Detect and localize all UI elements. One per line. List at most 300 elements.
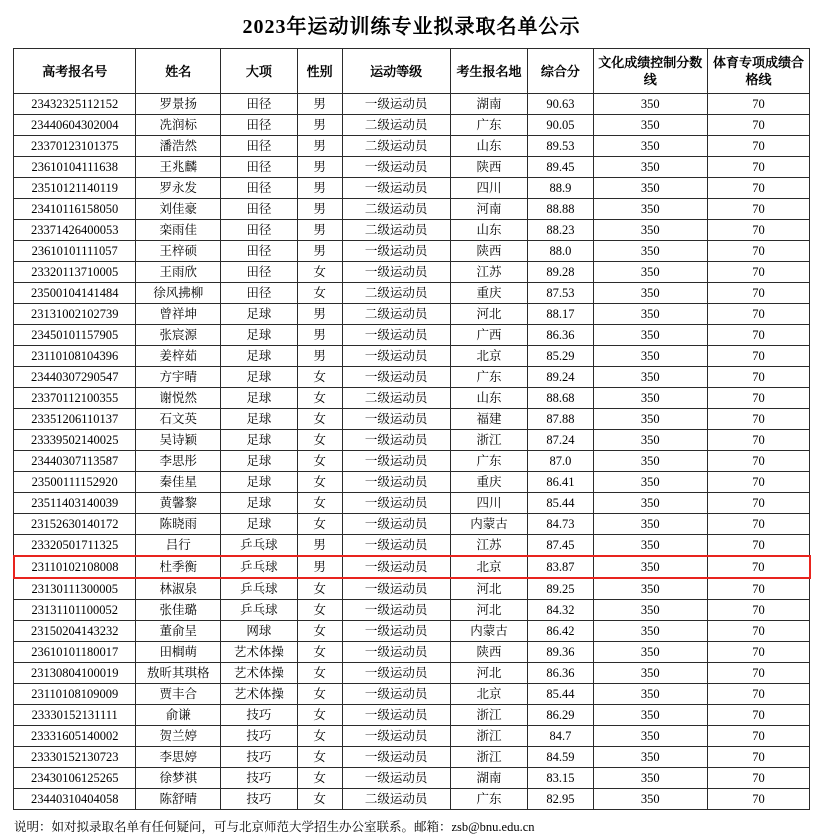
cell-athlete-grade: 二级运动员 xyxy=(342,220,450,241)
cell-culture-score-line: 350 xyxy=(593,663,707,684)
cell-event: 网球 xyxy=(221,621,298,642)
cell-name: 田榈萌 xyxy=(136,642,221,663)
cell-culture-score-line: 350 xyxy=(593,789,707,810)
cell-sports-pass-line: 70 xyxy=(707,325,809,346)
cell-gender: 男 xyxy=(297,136,342,157)
cell-culture-score-line: 350 xyxy=(593,535,707,557)
cell-sports-pass-line: 70 xyxy=(707,705,809,726)
cell-name: 贾丰合 xyxy=(136,684,221,705)
cell-culture-score-line: 350 xyxy=(593,642,707,663)
cell-athlete-grade: 一级运动员 xyxy=(342,684,450,705)
cell-gender: 女 xyxy=(297,283,342,304)
cell-sports-pass-line: 70 xyxy=(707,600,809,621)
cell-composite-score: 85.29 xyxy=(528,346,593,367)
cell-event: 乒乓球 xyxy=(221,600,298,621)
cell-exam-id: 23110108109009 xyxy=(14,684,136,705)
cell-event: 足球 xyxy=(221,409,298,430)
table-row xyxy=(14,94,810,115)
cell-exam-id: 23131002102739 xyxy=(14,304,136,325)
cell-gender: 男 xyxy=(297,199,342,220)
cell-registration-place: 江苏 xyxy=(450,535,528,557)
table-row xyxy=(14,262,810,283)
table-row xyxy=(14,199,810,220)
cell-athlete-grade: 二级运动员 xyxy=(342,136,450,157)
table-row xyxy=(14,325,810,346)
cell-athlete-grade: 一级运动员 xyxy=(342,94,450,115)
cell-composite-score: 84.32 xyxy=(528,600,593,621)
cell-gender: 女 xyxy=(297,451,342,472)
cell-athlete-grade: 一级运动员 xyxy=(342,535,450,557)
cell-sports-pass-line: 70 xyxy=(707,472,809,493)
cell-exam-id: 23371426400053 xyxy=(14,220,136,241)
cell-athlete-grade: 一级运动员 xyxy=(342,157,450,178)
cell-registration-place: 北京 xyxy=(450,684,528,705)
cell-sports-pass-line: 70 xyxy=(707,514,809,535)
cell-gender: 女 xyxy=(297,726,342,747)
cell-athlete-grade: 二级运动员 xyxy=(342,388,450,409)
cell-athlete-grade: 二级运动员 xyxy=(342,115,450,136)
cell-name: 敖昕其琪格 xyxy=(136,663,221,684)
cell-gender: 女 xyxy=(297,578,342,600)
cell-gender: 男 xyxy=(297,94,342,115)
cell-exam-id: 23330152131111 xyxy=(14,705,136,726)
cell-event: 足球 xyxy=(221,346,298,367)
cell-composite-score: 86.42 xyxy=(528,621,593,642)
table-row xyxy=(14,472,810,493)
cell-registration-place: 广西 xyxy=(450,325,528,346)
cell-composite-score: 89.36 xyxy=(528,642,593,663)
cell-athlete-grade: 一级运动员 xyxy=(342,493,450,514)
cell-event: 田径 xyxy=(221,199,298,220)
cell-registration-place: 北京 xyxy=(450,556,528,578)
cell-composite-score: 88.0 xyxy=(528,241,593,262)
cell-sports-pass-line: 70 xyxy=(707,451,809,472)
table-row xyxy=(14,642,810,663)
cell-name: 栾雨佳 xyxy=(136,220,221,241)
table-row xyxy=(14,367,810,388)
cell-composite-score: 84.7 xyxy=(528,726,593,747)
cell-gender: 女 xyxy=(297,493,342,514)
cell-athlete-grade: 一级运动员 xyxy=(342,178,450,199)
table-row xyxy=(14,514,810,535)
column-header-event: 大项 xyxy=(221,49,298,94)
page-title: 2023年运动训练专业拟录取名单公示 xyxy=(242,16,581,38)
table-row xyxy=(14,157,810,178)
column-header-composite-score: 综合分 xyxy=(528,49,593,94)
cell-composite-score: 84.73 xyxy=(528,514,593,535)
cell-athlete-grade: 一级运动员 xyxy=(342,556,450,578)
cell-sports-pass-line: 70 xyxy=(707,367,809,388)
cell-registration-place: 湖南 xyxy=(450,94,528,115)
cell-event: 足球 xyxy=(221,514,298,535)
cell-culture-score-line: 350 xyxy=(593,556,707,578)
cell-name: 徐风拂柳 xyxy=(136,283,221,304)
cell-composite-score: 89.24 xyxy=(528,367,593,388)
cell-name: 方宇晴 xyxy=(136,367,221,388)
cell-name: 张佳璐 xyxy=(136,600,221,621)
cell-athlete-grade: 一级运动员 xyxy=(342,621,450,642)
cell-composite-score: 87.0 xyxy=(528,451,593,472)
cell-event: 乒乓球 xyxy=(221,535,298,557)
cell-name: 王兆麟 xyxy=(136,157,221,178)
cell-registration-place: 四川 xyxy=(450,493,528,514)
cell-registration-place: 浙江 xyxy=(450,747,528,768)
table-row xyxy=(14,621,810,642)
cell-culture-score-line: 350 xyxy=(593,578,707,600)
table-row xyxy=(14,388,810,409)
cell-sports-pass-line: 70 xyxy=(707,262,809,283)
cell-sports-pass-line: 70 xyxy=(707,556,809,578)
cell-composite-score: 90.05 xyxy=(528,115,593,136)
cell-gender: 男 xyxy=(297,325,342,346)
cell-event: 足球 xyxy=(221,430,298,451)
cell-gender: 女 xyxy=(297,367,342,388)
cell-sports-pass-line: 70 xyxy=(707,621,809,642)
cell-gender: 女 xyxy=(297,789,342,810)
table-row xyxy=(14,115,810,136)
cell-registration-place: 河北 xyxy=(450,578,528,600)
cell-composite-score: 86.36 xyxy=(528,663,593,684)
cell-culture-score-line: 350 xyxy=(593,136,707,157)
cell-name: 罗景扬 xyxy=(136,94,221,115)
cell-sports-pass-line: 70 xyxy=(707,747,809,768)
table-row xyxy=(14,430,810,451)
table-header-row xyxy=(14,49,810,94)
table-body xyxy=(14,94,810,810)
cell-name: 李思婷 xyxy=(136,747,221,768)
admission-list-table xyxy=(13,48,811,810)
cell-event: 艺术体操 xyxy=(221,663,298,684)
cell-registration-place: 四川 xyxy=(450,178,528,199)
cell-athlete-grade: 一级运动员 xyxy=(342,600,450,621)
cell-event: 田径 xyxy=(221,262,298,283)
table-row xyxy=(14,789,810,810)
cell-event: 足球 xyxy=(221,367,298,388)
cell-name: 姜梓茹 xyxy=(136,346,221,367)
cell-sports-pass-line: 70 xyxy=(707,768,809,789)
cell-athlete-grade: 一级运动员 xyxy=(342,262,450,283)
cell-athlete-grade: 一级运动员 xyxy=(342,409,450,430)
cell-culture-score-line: 350 xyxy=(593,115,707,136)
cell-composite-score: 87.88 xyxy=(528,409,593,430)
cell-exam-id: 23440307113587 xyxy=(14,451,136,472)
cell-sports-pass-line: 70 xyxy=(707,726,809,747)
cell-name: 罗永发 xyxy=(136,178,221,199)
cell-culture-score-line: 350 xyxy=(593,304,707,325)
cell-culture-score-line: 350 xyxy=(593,472,707,493)
cell-athlete-grade: 一级运动员 xyxy=(342,642,450,663)
cell-name: 俞谦 xyxy=(136,705,221,726)
cell-exam-id: 23500111152920 xyxy=(14,472,136,493)
cell-registration-place: 山东 xyxy=(450,136,528,157)
cell-exam-id: 23110102108008 xyxy=(14,556,136,578)
cell-gender: 女 xyxy=(297,430,342,451)
cell-registration-place: 内蒙古 xyxy=(450,621,528,642)
table-header xyxy=(14,49,810,94)
cell-composite-score: 86.36 xyxy=(528,325,593,346)
cell-event: 田径 xyxy=(221,220,298,241)
cell-sports-pass-line: 70 xyxy=(707,115,809,136)
column-header-registration-place: 考生报名地 xyxy=(450,49,528,94)
cell-registration-place: 江苏 xyxy=(450,262,528,283)
cell-exam-id: 23130111300005 xyxy=(14,578,136,600)
cell-athlete-grade: 二级运动员 xyxy=(342,199,450,220)
cell-exam-id: 23440604302004 xyxy=(14,115,136,136)
column-header-athlete-grade: 运动等级 xyxy=(342,49,450,94)
cell-sports-pass-line: 70 xyxy=(707,663,809,684)
cell-registration-place: 山东 xyxy=(450,388,528,409)
cell-composite-score: 88.17 xyxy=(528,304,593,325)
cell-name: 杜季衡 xyxy=(136,556,221,578)
cell-composite-score: 86.29 xyxy=(528,705,593,726)
cell-event: 艺术体操 xyxy=(221,642,298,663)
cell-gender: 女 xyxy=(297,684,342,705)
column-header-sports-pass-line: 体育专项成绩合格线 xyxy=(707,49,809,94)
cell-culture-score-line: 350 xyxy=(593,388,707,409)
cell-sports-pass-line: 70 xyxy=(707,642,809,663)
cell-culture-score-line: 350 xyxy=(593,600,707,621)
cell-name: 潘浩然 xyxy=(136,136,221,157)
cell-athlete-grade: 一级运动员 xyxy=(342,346,450,367)
cell-exam-id: 23370123101375 xyxy=(14,136,136,157)
cell-sports-pass-line: 70 xyxy=(707,346,809,367)
cell-sports-pass-line: 70 xyxy=(707,241,809,262)
cell-registration-place: 陕西 xyxy=(450,642,528,663)
cell-registration-place: 广东 xyxy=(450,115,528,136)
cell-event: 田径 xyxy=(221,94,298,115)
table-row xyxy=(14,663,810,684)
cell-culture-score-line: 350 xyxy=(593,283,707,304)
cell-name: 陈舒晴 xyxy=(136,789,221,810)
cell-culture-score-line: 350 xyxy=(593,451,707,472)
cell-sports-pass-line: 70 xyxy=(707,388,809,409)
cell-composite-score: 88.23 xyxy=(528,220,593,241)
cell-event: 足球 xyxy=(221,304,298,325)
cell-composite-score: 85.44 xyxy=(528,493,593,514)
column-header-exam-id: 高考报名号 xyxy=(14,49,136,94)
cell-name: 贺兰婷 xyxy=(136,726,221,747)
cell-event: 田径 xyxy=(221,115,298,136)
cell-registration-place: 广东 xyxy=(450,789,528,810)
cell-culture-score-line: 350 xyxy=(593,747,707,768)
cell-gender: 女 xyxy=(297,747,342,768)
cell-exam-id: 23351206110137 xyxy=(14,409,136,430)
cell-athlete-grade: 一级运动员 xyxy=(342,367,450,388)
cell-athlete-grade: 一级运动员 xyxy=(342,726,450,747)
cell-gender: 男 xyxy=(297,346,342,367)
cell-athlete-grade: 一级运动员 xyxy=(342,578,450,600)
table-row xyxy=(14,220,810,241)
cell-athlete-grade: 一级运动员 xyxy=(342,705,450,726)
cell-registration-place: 浙江 xyxy=(450,726,528,747)
cell-registration-place: 广东 xyxy=(450,451,528,472)
cell-culture-score-line: 350 xyxy=(593,684,707,705)
cell-name: 黄馨黎 xyxy=(136,493,221,514)
cell-culture-score-line: 350 xyxy=(593,705,707,726)
cell-sports-pass-line: 70 xyxy=(707,430,809,451)
cell-exam-id: 23410116158050 xyxy=(14,199,136,220)
cell-exam-id: 23331605140002 xyxy=(14,726,136,747)
table-row xyxy=(14,535,810,557)
cell-name: 李思彤 xyxy=(136,451,221,472)
column-header-gender: 性别 xyxy=(297,49,342,94)
cell-exam-id: 23610101111057 xyxy=(14,241,136,262)
cell-athlete-grade: 一级运动员 xyxy=(342,768,450,789)
cell-culture-score-line: 350 xyxy=(593,493,707,514)
cell-gender: 女 xyxy=(297,642,342,663)
cell-event: 足球 xyxy=(221,493,298,514)
cell-exam-id: 23320113710005 xyxy=(14,262,136,283)
cell-athlete-grade: 一级运动员 xyxy=(342,241,450,262)
cell-athlete-grade: 一级运动员 xyxy=(342,472,450,493)
cell-culture-score-line: 350 xyxy=(593,346,707,367)
cell-exam-id: 23152630140172 xyxy=(14,514,136,535)
cell-gender: 女 xyxy=(297,621,342,642)
cell-composite-score: 87.53 xyxy=(528,283,593,304)
cell-event: 乒乓球 xyxy=(221,578,298,600)
cell-sports-pass-line: 70 xyxy=(707,220,809,241)
cell-name: 吴诗颖 xyxy=(136,430,221,451)
cell-composite-score: 87.24 xyxy=(528,430,593,451)
cell-registration-place: 重庆 xyxy=(450,283,528,304)
cell-sports-pass-line: 70 xyxy=(707,409,809,430)
table-row xyxy=(14,684,810,705)
cell-gender: 男 xyxy=(297,304,342,325)
cell-gender: 男 xyxy=(297,115,342,136)
cell-registration-place: 重庆 xyxy=(450,472,528,493)
cell-exam-id: 23430106125265 xyxy=(14,768,136,789)
cell-name: 林淑泉 xyxy=(136,578,221,600)
cell-event: 技巧 xyxy=(221,768,298,789)
cell-gender: 女 xyxy=(297,514,342,535)
cell-culture-score-line: 350 xyxy=(593,262,707,283)
cell-registration-place: 山东 xyxy=(450,220,528,241)
cell-name: 石文英 xyxy=(136,409,221,430)
cell-exam-id: 23440307290547 xyxy=(14,367,136,388)
cell-registration-place: 浙江 xyxy=(450,430,528,451)
cell-event: 技巧 xyxy=(221,705,298,726)
cell-exam-id: 23130804100019 xyxy=(14,663,136,684)
cell-exam-id: 23450101157905 xyxy=(14,325,136,346)
cell-exam-id: 23320501711325 xyxy=(14,535,136,557)
cell-exam-id: 23610104111638 xyxy=(14,157,136,178)
cell-athlete-grade: 一级运动员 xyxy=(342,451,450,472)
cell-registration-place: 浙江 xyxy=(450,705,528,726)
cell-composite-score: 88.88 xyxy=(528,199,593,220)
cell-sports-pass-line: 70 xyxy=(707,136,809,157)
cell-composite-score: 88.9 xyxy=(528,178,593,199)
cell-gender: 女 xyxy=(297,705,342,726)
cell-exam-id: 23432325112152 xyxy=(14,94,136,115)
table-row xyxy=(14,178,810,199)
cell-name: 秦佳星 xyxy=(136,472,221,493)
footnote: 说明：如对拟录取名单有任何疑问，可与北京师范大学招生办公室联系。邮箱：zsb@bnu.edu.cn xyxy=(14,820,535,834)
cell-composite-score: 89.53 xyxy=(528,136,593,157)
cell-culture-score-line: 350 xyxy=(593,621,707,642)
cell-composite-score: 89.28 xyxy=(528,262,593,283)
cell-culture-score-line: 350 xyxy=(593,768,707,789)
cell-name: 徐梦祺 xyxy=(136,768,221,789)
cell-sports-pass-line: 70 xyxy=(707,94,809,115)
cell-culture-score-line: 350 xyxy=(593,409,707,430)
cell-culture-score-line: 350 xyxy=(593,157,707,178)
cell-culture-score-line: 350 xyxy=(593,241,707,262)
cell-exam-id: 23500104141484 xyxy=(14,283,136,304)
cell-composite-score: 86.41 xyxy=(528,472,593,493)
cell-culture-score-line: 350 xyxy=(593,367,707,388)
cell-athlete-grade: 二级运动员 xyxy=(342,304,450,325)
cell-culture-score-line: 350 xyxy=(593,726,707,747)
cell-sports-pass-line: 70 xyxy=(707,304,809,325)
cell-gender: 女 xyxy=(297,409,342,430)
cell-name: 张宸源 xyxy=(136,325,221,346)
cell-registration-place: 内蒙古 xyxy=(450,514,528,535)
cell-athlete-grade: 一级运动员 xyxy=(342,747,450,768)
cell-event: 足球 xyxy=(221,472,298,493)
cell-registration-place: 河南 xyxy=(450,199,528,220)
cell-name: 曾祥坤 xyxy=(136,304,221,325)
cell-sports-pass-line: 70 xyxy=(707,178,809,199)
cell-registration-place: 福建 xyxy=(450,409,528,430)
cell-sports-pass-line: 70 xyxy=(707,578,809,600)
cell-event: 乒乓球 xyxy=(221,556,298,578)
cell-culture-score-line: 350 xyxy=(593,199,707,220)
cell-sports-pass-line: 70 xyxy=(707,535,809,557)
cell-name: 冼润标 xyxy=(136,115,221,136)
cell-gender: 男 xyxy=(297,220,342,241)
cell-composite-score: 89.45 xyxy=(528,157,593,178)
table-row xyxy=(14,451,810,472)
cell-gender: 男 xyxy=(297,241,342,262)
cell-gender: 女 xyxy=(297,472,342,493)
cell-registration-place: 广东 xyxy=(450,367,528,388)
cell-composite-score: 82.95 xyxy=(528,789,593,810)
cell-gender: 男 xyxy=(297,535,342,557)
cell-event: 田径 xyxy=(221,136,298,157)
table-row xyxy=(14,768,810,789)
table-row xyxy=(14,136,810,157)
cell-composite-score: 83.15 xyxy=(528,768,593,789)
cell-composite-score: 83.87 xyxy=(528,556,593,578)
table-row xyxy=(14,726,810,747)
cell-sports-pass-line: 70 xyxy=(707,283,809,304)
cell-athlete-grade: 一级运动员 xyxy=(342,663,450,684)
table-row xyxy=(14,556,810,578)
cell-event: 技巧 xyxy=(221,747,298,768)
cell-name: 谢悦然 xyxy=(136,388,221,409)
cell-sports-pass-line: 70 xyxy=(707,199,809,220)
table-row xyxy=(14,409,810,430)
table-row xyxy=(14,304,810,325)
cell-exam-id: 23330152130723 xyxy=(14,747,136,768)
table-row xyxy=(14,705,810,726)
cell-composite-score: 90.63 xyxy=(528,94,593,115)
cell-athlete-grade: 二级运动员 xyxy=(342,283,450,304)
cell-exam-id: 23131101100052 xyxy=(14,600,136,621)
cell-registration-place: 陕西 xyxy=(450,241,528,262)
cell-registration-place: 陕西 xyxy=(450,157,528,178)
cell-name: 陈晓雨 xyxy=(136,514,221,535)
table-row xyxy=(14,241,810,262)
cell-composite-score: 88.68 xyxy=(528,388,593,409)
cell-exam-id: 23370112100355 xyxy=(14,388,136,409)
cell-gender: 女 xyxy=(297,600,342,621)
cell-event: 足球 xyxy=(221,388,298,409)
table-row xyxy=(14,600,810,621)
cell-exam-id: 23339502140025 xyxy=(14,430,136,451)
cell-culture-score-line: 350 xyxy=(593,220,707,241)
table-row xyxy=(14,747,810,768)
